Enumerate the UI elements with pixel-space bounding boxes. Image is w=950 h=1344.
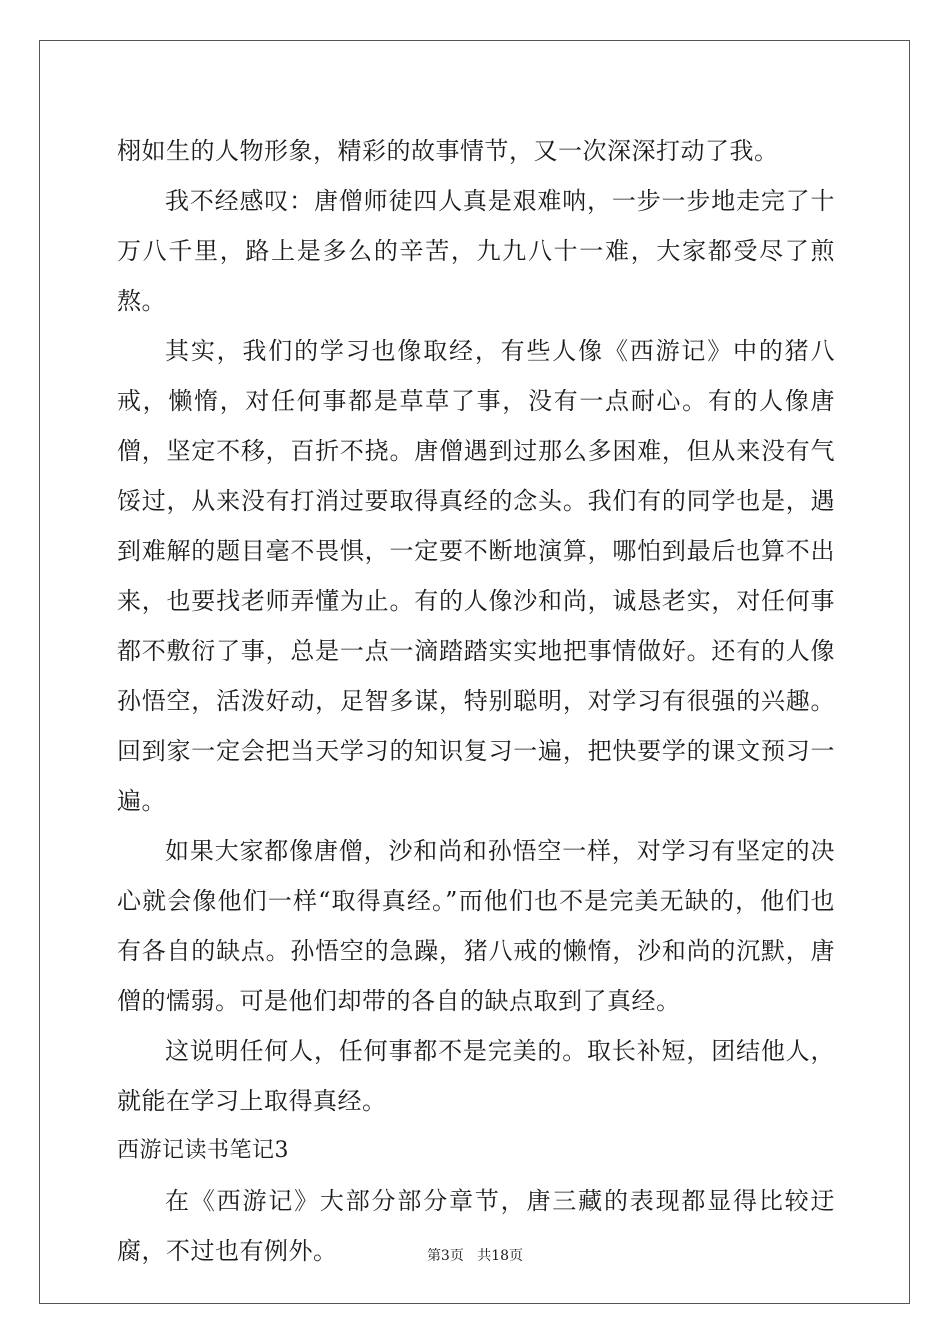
paragraph-5: 这说明任何人，任何事都不是完美的。取长补短，团结他人，就能在学习上取得真经。 bbox=[117, 1037, 835, 1115]
section-title: 西游记读书笔记3 bbox=[117, 1138, 289, 1163]
document-body bbox=[117, 126, 835, 1276]
section-paragraph-1: 在《西游记》大部分部分章节，唐三藏的表现都显得比较迂腐，不过也有例外。 bbox=[117, 1187, 835, 1265]
page-total: 共18页 bbox=[477, 1248, 524, 1264]
paragraph-3: 其实，我们的学习也像取经，有些人像《西游记》中的猪八戒，懒惰，对任何事都是草草了事，没有一点耐心。有的人像唐僧，坚定不移，百折不挠。唐僧遇到过那么多困难，但从来没有气馁过，从来没有打消过要取得真经的念头。我们有的同学也是，遇到难解的题目毫不畏惧，一定要不断地演算，哪怕到最后也算不出来，也要找老师弄懂为止。有的人像沙和尚，诚恳老实，对任何事都不敷衍了事，总是一点一滴踏踏实实地把事情做好。还有的人像孙悟空，活泼好动，足智多谋，特别聪明，对学习有很强的兴趣。回到家一定会把当天学习的知识复习一遍，把快要学的课文预习一遍。 bbox=[117, 337, 835, 815]
page-number: 第3页 bbox=[426, 1248, 464, 1264]
page-footer bbox=[0, 1245, 950, 1265]
paragraph-4: 如果大家都像唐僧，沙和尚和孙悟空一样，对学习有坚定的决心就会像他们一样“取得真经。”而他们也不是完美无缺的，他们也有各自的缺点。孙悟空的急躁，猪八戒的懒惰，沙和尚的沉默，唐僧的懦弱。可是他们却带的各自的缺点取到了真经。 bbox=[117, 837, 835, 1015]
paragraph-1: 栩如生的人物形象，精彩的故事情节，又一次深深打动了我。 bbox=[117, 137, 779, 165]
paragraph-2: 我不经感叹：唐僧师徒四人真是艰难呐，一步一步地走完了十万八千里，路上是多么的辛苦，九九八十一难，大家都受尽了煎熬。 bbox=[117, 187, 835, 315]
